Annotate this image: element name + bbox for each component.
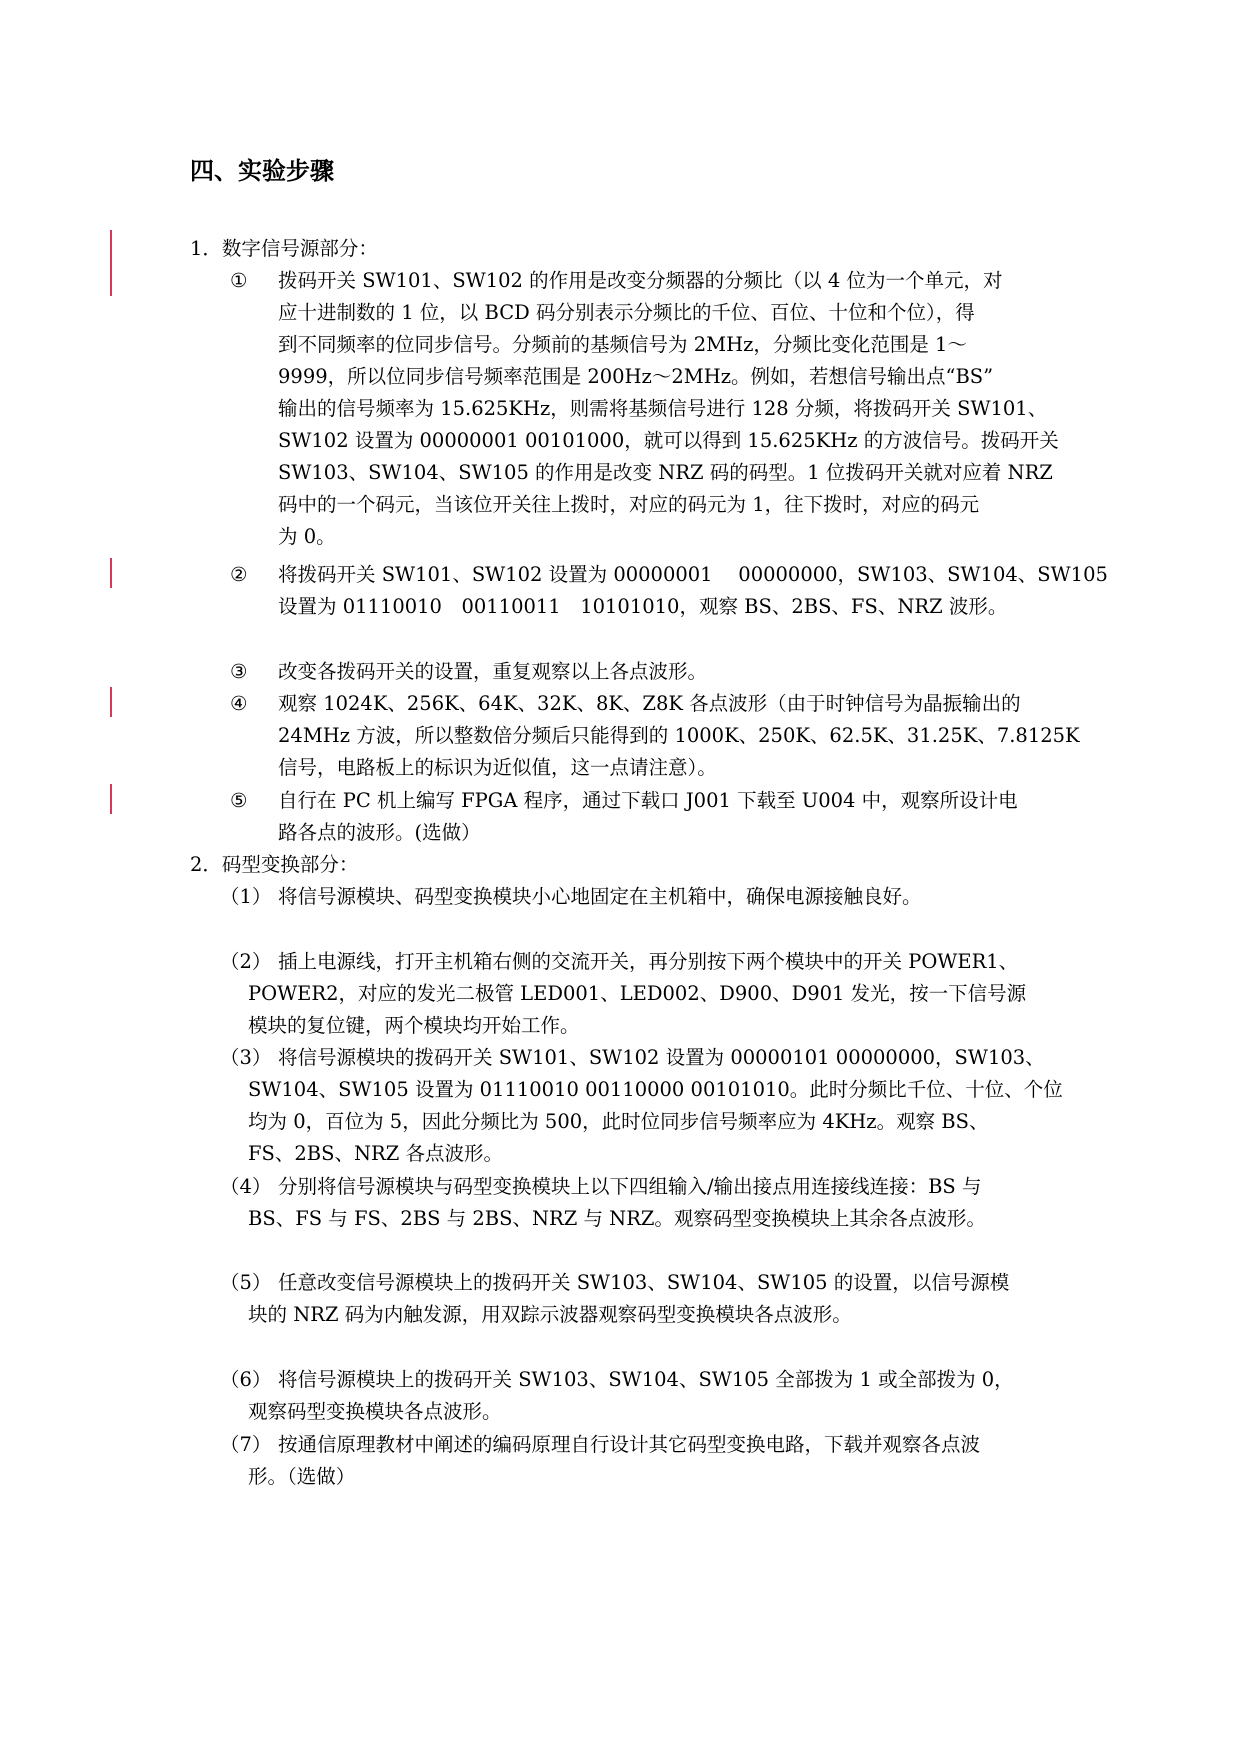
paragraph-line: 块的 NRZ 码为内触发源，用双踪示波器观察码型变换模块各点波形。 — [248, 1303, 852, 1326]
paragraph-line: 输出的信号频率为 15.625KHz，则需将基频信号进行 128 分频，将拨码开关 SW101、 — [278, 397, 1048, 420]
list-marker: ① — [230, 269, 248, 292]
paragraph-line: POWER2，对应的发光二极管 LED001、LED002、D900、D901 发光，按一下信号源 — [248, 982, 1027, 1005]
paragraph-line: 到不同频率的位同步信号。分频前的基频信号为 2MHz，分频比变化范围是 1～ — [278, 333, 967, 356]
list-marker: ④ — [230, 692, 248, 715]
list-marker: （5） — [220, 1271, 272, 1294]
paragraph-line: 路各点的波形。(选做） — [278, 821, 481, 844]
paragraph-line: 自行在 PC 机上编写 FPGA 程序，通过下载口 J001 下载至 U004 中，观察所设计电 — [278, 789, 1018, 812]
paragraph-line: 应十进制数的 1 位，以 BCD 码分别表示分频比的千位、百位、十位和个位），得 — [278, 301, 975, 324]
paragraph-line: 拨码开关 SW101、SW102 的作用是改变分频器的分频比（以 4 位为一个单元，对 — [278, 269, 1003, 292]
list-marker: （6） — [220, 1368, 272, 1391]
paragraph-line: 形。（选做） — [248, 1465, 356, 1488]
paragraph-line: 24MHz 方波，所以整数倍分频后只能得到的 1000K、250K、62.5K、31.25K、7.8125K — [278, 724, 1080, 747]
section-2-title: 2．码型变换部分： — [190, 853, 359, 876]
paragraph-line: SW103、SW104、SW105 的作用是改变 NRZ 码的码型。1 位拨码开关就对应着 NRZ — [278, 461, 1053, 484]
paragraph-line: 设置为 01110010 00110011 10101010，观察 BS、2BS、FS、NRZ 波形。 — [278, 595, 1008, 618]
paragraph-line: 9999，所以位同步信号频率范围是 200Hz～2MHz。例如，若想信号输出点“BS” — [278, 365, 994, 388]
paragraph-line: 观察码型变换模块各点波形。 — [248, 1400, 502, 1423]
revision-bar — [110, 687, 112, 717]
paragraph-line: 分别将信号源模块与码型变换模块上以下四组输入/输出接点用连接线连接：BS 与 — [278, 1175, 982, 1198]
list-marker: （3） — [220, 1046, 272, 1069]
list-marker: （2） — [220, 950, 272, 973]
paragraph-line: 观察 1024K、256K、64K、32K、8K、Z8K 各点波形（由于时钟信号为晶振输出的 — [278, 692, 1021, 715]
list-marker: （7） — [220, 1433, 272, 1456]
paragraph-line: 将拨码开关 SW101、SW102 设置为 00000001 00000000，SW103、SW104、SW105 — [278, 563, 1108, 586]
section-1-title: 1．数字信号源部分： — [190, 237, 378, 260]
paragraph-line: 插上电源线，打开主机箱右侧的交流开关，再分别按下两个模块中的开关 POWER1、 — [278, 950, 1019, 973]
list-marker: ② — [230, 563, 248, 586]
paragraph-line: SW102 设置为 00000001 00101000，就可以得到 15.625KHz 的方波信号。拨码开关 — [278, 429, 1059, 452]
paragraph-line: 改变各拨码开关的设置，重复观察以上各点波形。 — [278, 660, 708, 683]
list-marker: ③ — [230, 660, 248, 683]
list-marker: （1） — [220, 885, 272, 908]
paragraph-line: 将信号源模块上的拨码开关 SW103、SW104、SW105 全部拨为 1 或全部拨为 0， — [278, 1368, 1014, 1391]
paragraph-line: 将信号源模块的拨码开关 SW101、SW102 设置为 00000101 00000000，SW103、 — [278, 1046, 1045, 1069]
paragraph-line: FS、2BS、NRZ 各点波形。 — [248, 1142, 503, 1165]
section-heading: 四、实验步骤 — [190, 157, 334, 185]
paragraph-line: 任意改变信号源模块上的拨码开关 SW103、SW104、SW105 的设置，以信号源模 — [278, 1271, 1010, 1294]
paragraph-line: 均为 0，百位为 5，因此分频比为 500，此时位同步信号频率应为 4KHz。观察 BS、 — [248, 1110, 989, 1133]
paragraph-line: 码中的一个码元，当该位开关往上拨时，对应的码元为 1，往下拨时，对应的码元 — [278, 493, 980, 516]
list-marker: ⑤ — [230, 789, 248, 812]
paragraph-line: 将信号源模块、码型变换模块小心地固定在主机箱中，确保电源接触良好。 — [278, 885, 922, 908]
revision-bar — [110, 558, 112, 588]
paragraph-line: 按通信原理教材中阐述的编码原理自行设计其它码型变换电路，下载并观察各点波 — [278, 1433, 981, 1456]
paragraph-line: 为 0。 — [278, 525, 336, 548]
revision-bar — [110, 784, 112, 814]
paragraph-line: 信号，电路板上的标识为近似值，这一点请注意）。 — [278, 756, 717, 779]
paragraph-line: 模块的复位键，两个模块均开始工作。 — [248, 1014, 580, 1037]
paragraph-line: BS、FS 与 FS、2BS 与 2BS、NRZ 与 NRZ。观察码型变换模块上其余各点波形。 — [248, 1207, 986, 1230]
list-marker: （4） — [220, 1175, 272, 1198]
paragraph-line: SW104、SW105 设置为 01110010 00110000 00101010。此时分频比千位、十位、个位 — [248, 1078, 1063, 1101]
revision-bar — [110, 230, 112, 296]
